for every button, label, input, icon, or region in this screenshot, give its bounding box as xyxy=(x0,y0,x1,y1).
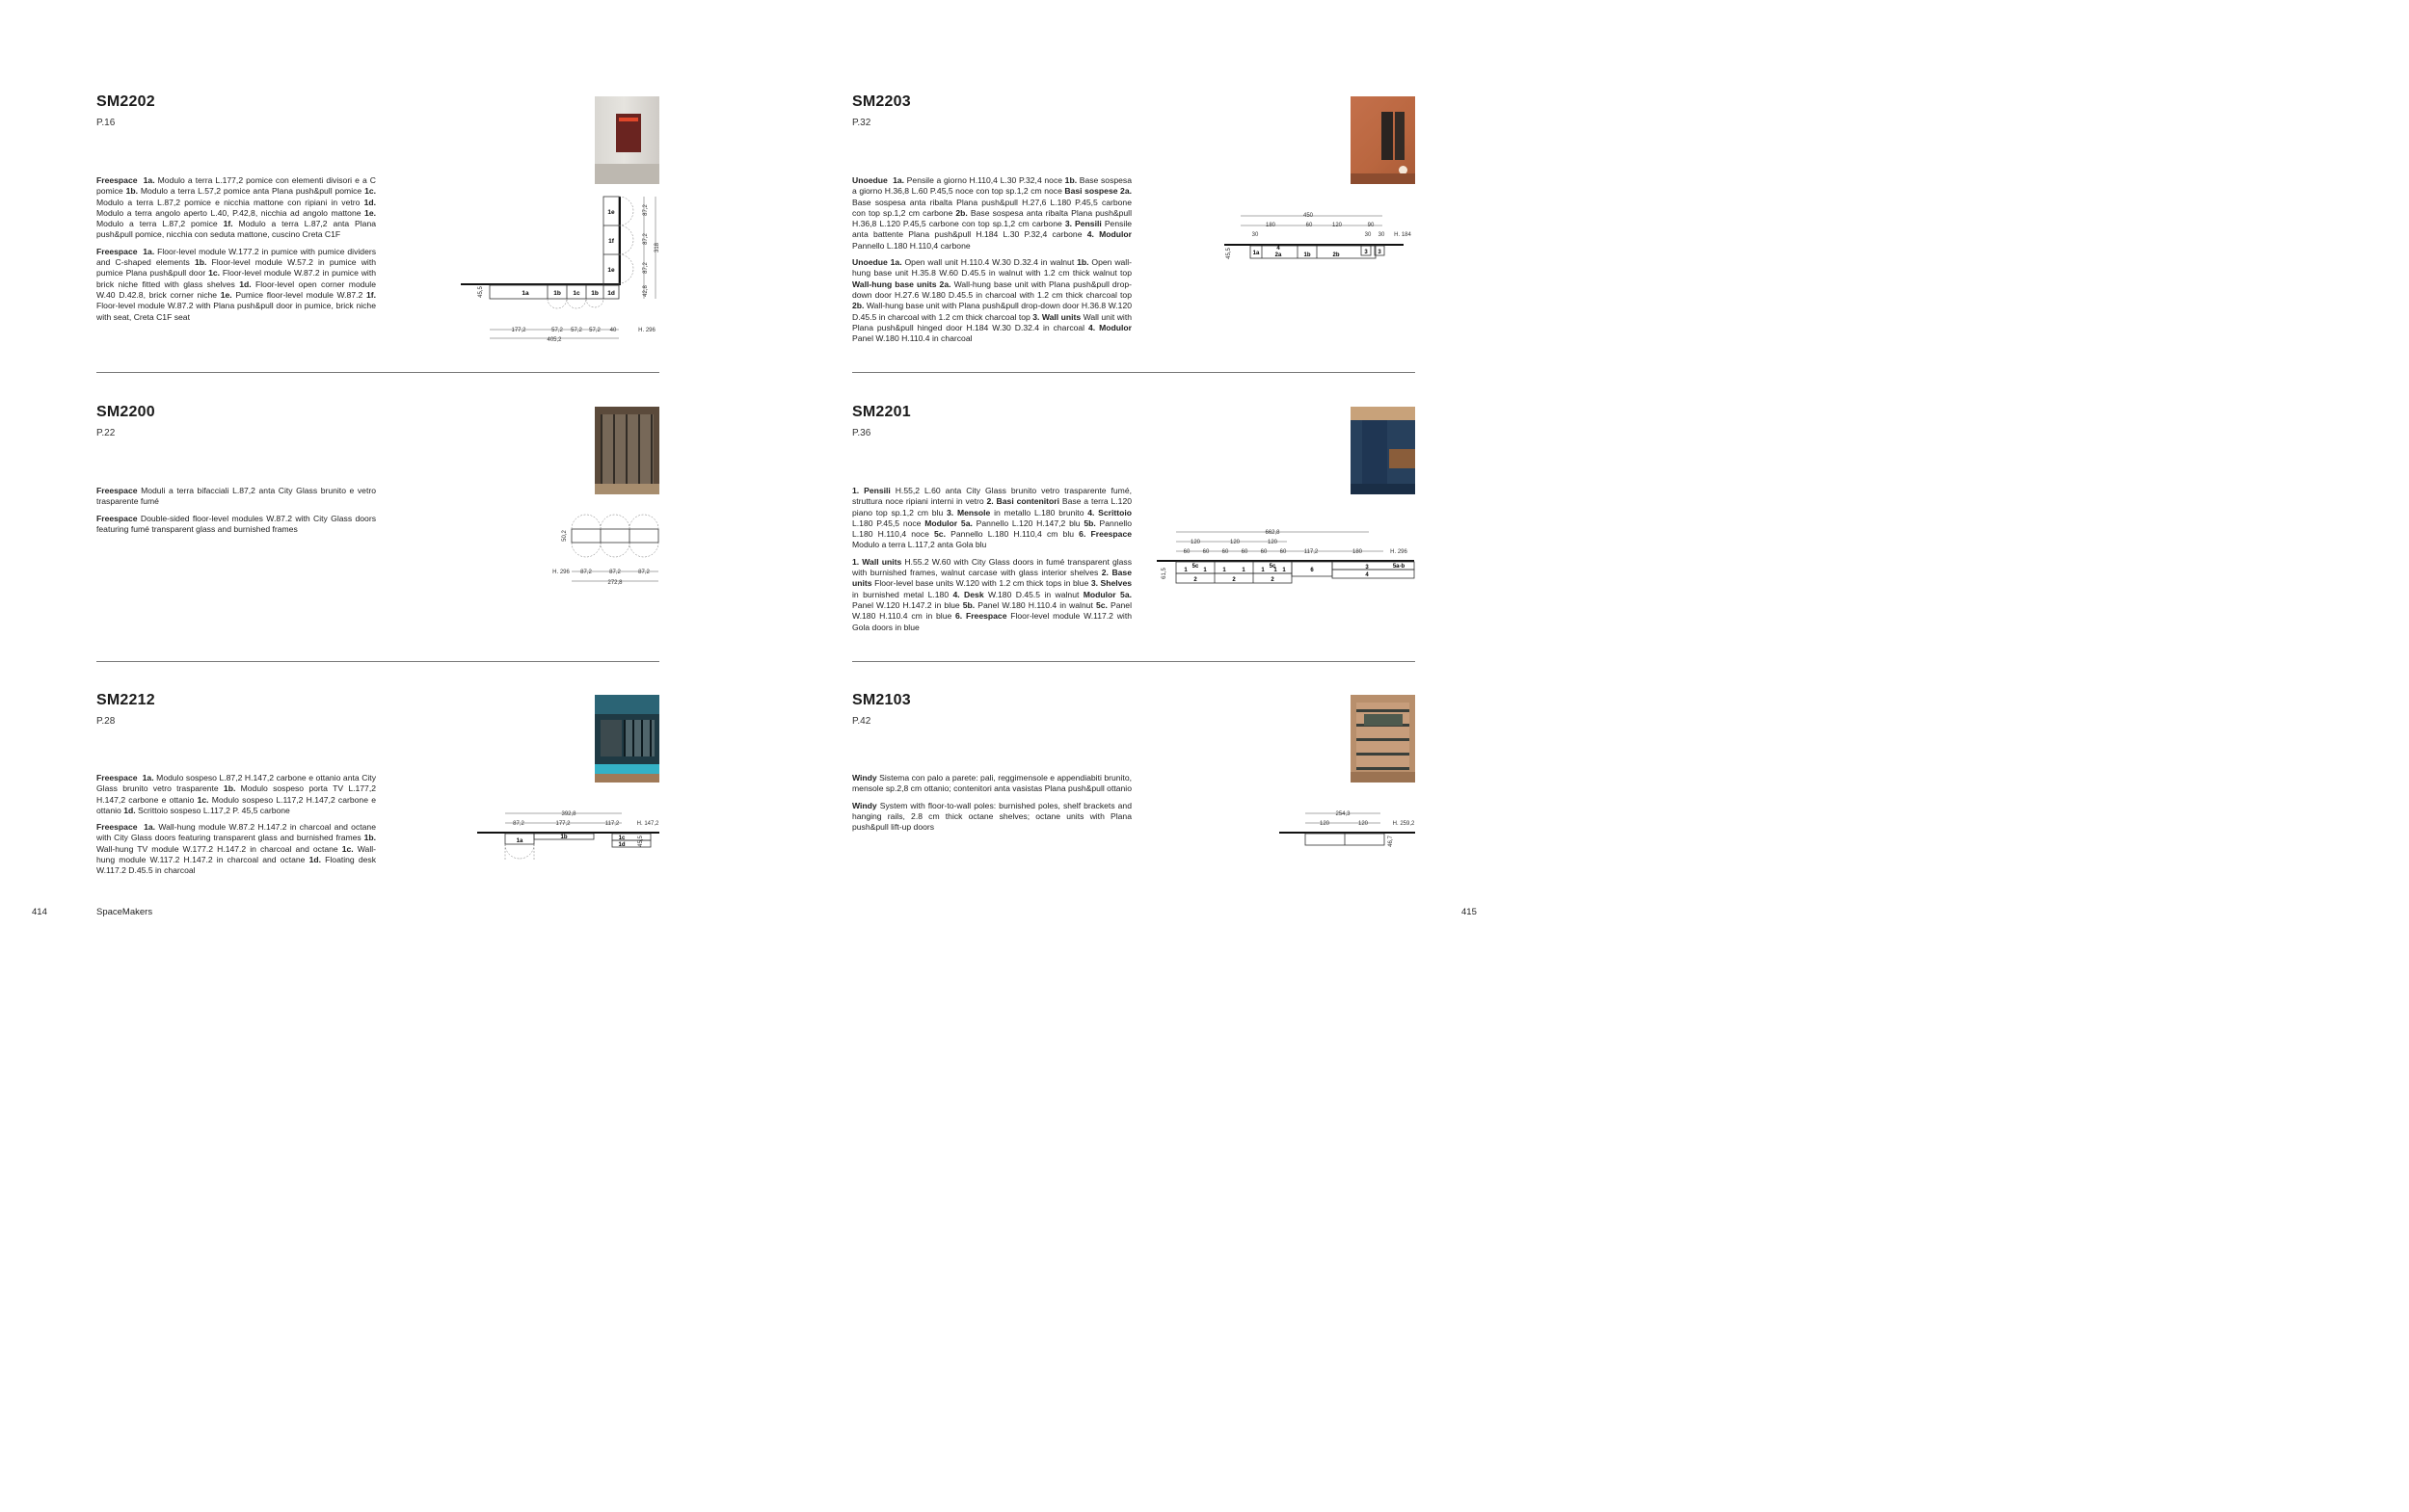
description-italian: Freespace 1a. Modulo a terra L.177,2 pomice con elementi divisori e a C pomice 1b. Modulo a terra L.57,2 pomice anta Plana push&pull pomice 1c. Modulo a terra L.87,2 pomice e nicchia mattone con ripiani in vetro 1d. Modulo a terra angolo aperto L.40, P.42,8, nicchia ad angolo mattone 1e. Modulo a terra L.87,2 pomice 1f. Modulo a terra L.87,2 anta Plana push&pull pomice, nicchia con seduta mattone, cuscino Creta C1F xyxy=(96,175,377,240)
module-label: 5a-b xyxy=(1392,564,1405,570)
module-label: 2 xyxy=(1271,577,1274,583)
module-label: 2a xyxy=(1274,252,1282,258)
dimension-total: 254,3 xyxy=(1335,811,1351,817)
dimension-label: 60 xyxy=(1260,549,1268,555)
floor-plan-diagram xyxy=(453,193,665,347)
dimension-label: 42,8 xyxy=(643,285,649,297)
module-label: 4 xyxy=(1365,572,1369,578)
entry-page-ref: P.32 xyxy=(852,118,871,128)
height-label: H. 296 xyxy=(638,328,656,333)
dimension-label: 87,2 xyxy=(609,570,621,575)
dimension-total: 392,8 xyxy=(561,811,576,817)
module-label: 1a xyxy=(516,838,523,844)
entry-code: SM2203 xyxy=(852,93,911,110)
module-label: 1e xyxy=(607,267,615,274)
dimension-label: 60 xyxy=(1183,549,1191,555)
product-photo xyxy=(1351,695,1415,783)
module-label: 1c xyxy=(573,290,580,297)
dimension-label: 120 xyxy=(1229,540,1241,545)
depth-label: 45,5 xyxy=(1226,248,1232,259)
dimension-label: 30 xyxy=(1364,232,1372,238)
entry-code: SM2202 xyxy=(96,93,155,110)
floor-plan-diagram xyxy=(472,805,665,872)
height-label: H. 147,2 xyxy=(636,821,659,827)
description-english: Unoedue 1a. Open wall unit H.110.4 W.30 D.32.4 in walnut 1b. Open wall-hung base unit H.35.8 W.60 D.45.5 in walnut with 1.2 cm thick walnut top Wall-hung base units 2a. Wall-hung base unit with Plana push&pull drop-down door H.27.6 W.180 D.45.5 in charcoal with 1.2 cm thick charcoal top 2b. Wall-hung base unit with Plana push&pull drop-down door H.36.8 W.120 D.45.5 in charcoal with 1.2 cm thick charcoal top 3. Wall units Wall unit with Plana push&pull hinged door H.184 W.30 D.32.4 in charcoal 4. Modulor Panel W.180 H.110.4 in charcoal xyxy=(852,257,1132,344)
module-label: 1a xyxy=(1252,251,1260,256)
description-italian: Unoedue 1a. Pensile a giorno H.110,4 L.30 P.32,4 noce 1b. Base sospesa a giorno H.36,8 L.60 P.45,5 noce con top sp.1,2 cm noce Basi sospese 2a. Base sospesa anta ribalta Plana push&pull H.27,6 L.180 P.45,5 carbone con top sp.1,2 cm carbone 2b. Base sospesa anta ribalta Plana push&pull H.36,8 L.120 P.45,5 carbone con top sp.1,2 cm carbone 3. Pensili Pensile anta battente Plana push&pull H.184 L.30 P.32,4 carbone 4. Modulor Pannello L.180 H.110,4 carbone xyxy=(852,175,1133,251)
dimension-label: 40 xyxy=(609,328,617,333)
depth-label: 45,5 xyxy=(638,836,644,847)
dimension-label: 177,2 xyxy=(511,328,526,333)
product-photo xyxy=(1351,407,1415,494)
dimension-label: 117,2 xyxy=(1303,549,1319,555)
module-label: 1 xyxy=(1203,568,1207,573)
floor-plan-diagram xyxy=(1217,207,1414,265)
depth-label: 45,5 xyxy=(478,286,484,298)
entry-page-ref: P.22 xyxy=(96,428,116,438)
entry-description xyxy=(852,175,1132,350)
depth-label: 61,5 xyxy=(1162,568,1167,579)
dimension-label: 117,2 xyxy=(604,821,620,827)
section-divider xyxy=(852,661,1415,662)
dimension-label: 87,2 xyxy=(638,570,650,575)
module-label: 5c xyxy=(1191,564,1199,570)
module-label: 1f xyxy=(608,238,614,245)
dimension-total: 450 xyxy=(1302,213,1314,219)
description-english: Windy System with floor-to-wall poles: burnished poles, shelf brackets and hanging rails, 2.8 cm thick octane shelves; octane units with Plana push&pull lift-up doors xyxy=(852,800,1132,833)
module-label: 1d xyxy=(607,290,615,297)
product-photo xyxy=(595,96,659,184)
dimension-label: 87,2 xyxy=(513,821,524,827)
depth-label: 46,7 xyxy=(1388,836,1394,847)
dimension-label: 120 xyxy=(1190,540,1201,545)
description-english: Freespace 1a. Wall-hung module W.87.2 H.147.2 in charcoal and octane with City Glass doors featuring transparent glass and burnished frames 1b. Wall-hung TV module W.177.2 H.147.2 in charcoal and octane 1c. Wall-hung module W.117.2 H.147.2 in charcoal and octane 1d. Floating desk W.117.2 D.45.5 in charcoal xyxy=(96,822,377,876)
dimension-total: 272,8 xyxy=(607,580,623,586)
product-photo xyxy=(595,407,659,494)
section-divider xyxy=(96,661,659,662)
dimension-label: 57,2 xyxy=(571,328,582,333)
height-label: H. 184 xyxy=(1394,232,1411,238)
product-photo xyxy=(595,695,659,783)
height-label: H. 296 xyxy=(552,570,570,575)
entry-code: SM2201 xyxy=(852,404,911,420)
module-label: 1a xyxy=(522,290,529,297)
floor-plan-diagram xyxy=(545,511,665,588)
module-label: 1b xyxy=(553,290,561,297)
dimension-label: 60 xyxy=(1305,223,1313,228)
module-label: 3 xyxy=(1365,565,1369,570)
dimension-total: 662,8 xyxy=(1265,530,1280,536)
module-label: 1e xyxy=(607,209,615,216)
dimension-label: 180 xyxy=(1265,223,1276,228)
dimension-label: 30 xyxy=(1378,232,1385,238)
entry-description xyxy=(852,773,1132,838)
module-label: 6 xyxy=(1310,568,1314,573)
dimension-label: 87,2 xyxy=(643,204,649,216)
entry-page-ref: P.42 xyxy=(852,716,871,727)
module-label: 2b xyxy=(1332,252,1340,258)
entry-code: SM2200 xyxy=(96,404,155,420)
height-label: H. 296 xyxy=(1390,549,1407,555)
page-number-right: 415 xyxy=(1461,907,1477,917)
entry-description xyxy=(96,486,376,541)
dimension-label: 60 xyxy=(1279,549,1287,555)
module-label: 1d xyxy=(618,842,626,848)
dimension-label: 57,2 xyxy=(551,328,563,333)
description-italian: 1. Pensili H.55,2 L.60 anta City Glass brunito vetro trasparente fumé, struttura noce ripiani interni in vetro 2. Basi contenitori Base a terra L.120 piano top sp.1,2 cm blu 3. Mensole in metallo L.180 brunito 4. Scrittoio L.180 P.45,5 noce Modulor 5a. Pannello L.120 H.147,2 blu 5b. Pannello L.180 H.110,4 noce 5c. Pannello L.180 H.110,4 cm blu 6. Freespace Modulo a terra L.117,2 anta Gola blu xyxy=(852,486,1133,550)
description-italian: Freespace Moduli a terra bifacciali L.87,2 anta City Glass brunito e vetro trasparente fumé xyxy=(96,486,376,507)
description-english: 1. Wall units H.55.2 W.60 with City Glass doors in fumé transparent glass with burnished frames, walnut carcase with glass interior shelves 2. Base units Floor-level base units W.120 with 1.2 cm thick tops in blue 3. Shelves in burnished metal L.180 4. Desk W.180 D.45.5 in walnut Modulor 5a. Panel W.120 H.147.2 in blue 5b. Panel W.180 H.110.4 in walnut 5c. Panel W.180 H.110.4 cm in blue 6. Freespace Floor-level module W.117.2 with Gola doors in blue xyxy=(852,556,1133,632)
entry-description xyxy=(96,175,376,329)
entry-page-ref: P.16 xyxy=(96,118,116,128)
floor-plan-diagram xyxy=(1152,525,1417,588)
description-italian: Freespace 1a. Modulo sospeso L.87,2 H.147,2 carbone e ottanio anta City Glass brunito vetro trasparente 1b. Modulo sospeso porta TV L.177,2 H.147,2 carbone e ottanio 1c. Modulo sospeso L.117,2 H.147,2 carbone e ottanio 1d. Scrittoio sospeso L.117,2 P. 45,5 carbone xyxy=(96,773,376,815)
module-label: 1b xyxy=(591,290,599,297)
dimension-label: 87,2 xyxy=(643,262,649,274)
module-label: 5c xyxy=(1269,564,1276,570)
height-label: H. 259,2 xyxy=(1392,821,1415,827)
description-italian: Windy Sistema con palo a parete: pali, reggimensole e appendiabiti brunito, mensole sp.2,8 cm ottanio; contenitori anta vasistas Plana push&pull ottanio xyxy=(852,773,1132,794)
dimension-label: 60 xyxy=(1202,549,1210,555)
module-label: 1 xyxy=(1184,568,1188,573)
product-photo xyxy=(1351,96,1415,184)
floor-plan-diagram xyxy=(1274,805,1417,858)
dimension-label: 180 xyxy=(1352,549,1363,555)
dimension-label: 120 xyxy=(1267,540,1278,545)
section-divider xyxy=(96,372,659,373)
dimension-label: 60 xyxy=(1241,549,1248,555)
dimension-total: 318 xyxy=(655,242,660,253)
depth-label: 50,2 xyxy=(562,530,568,542)
module-label: 1b xyxy=(1303,252,1311,258)
module-label: 1 xyxy=(1273,568,1277,573)
brand-name: SpaceMakers xyxy=(96,907,153,917)
dimension-label: 120 xyxy=(1331,223,1343,228)
module-label: 1c xyxy=(618,836,626,841)
dimension-label: 30 xyxy=(1251,232,1259,238)
page-number-left: 414 xyxy=(32,907,47,917)
module-label: 3 xyxy=(1364,250,1368,255)
entry-description xyxy=(852,486,1132,639)
module-label: 1 xyxy=(1222,568,1226,573)
section-divider xyxy=(852,372,1415,373)
dimension-label: 57,2 xyxy=(589,328,601,333)
entry-page-ref: P.36 xyxy=(852,428,871,438)
module-label: 1 xyxy=(1282,568,1286,573)
entry-page-ref: P.28 xyxy=(96,716,116,727)
dimension-label: 120 xyxy=(1319,821,1330,827)
entry-description xyxy=(96,773,376,883)
dimension-label: 87,2 xyxy=(643,233,649,245)
module-label: 4 xyxy=(1276,246,1280,252)
module-label: 3 xyxy=(1378,250,1381,255)
dimension-label: 120 xyxy=(1357,821,1369,827)
module-label: 1 xyxy=(1261,568,1265,573)
module-label: 2 xyxy=(1193,577,1197,583)
dimension-label: 90 xyxy=(1367,223,1375,228)
dimension-label: 60 xyxy=(1221,549,1229,555)
module-label: 1b xyxy=(560,835,568,840)
entry-code: SM2103 xyxy=(852,692,911,708)
module-label: 2 xyxy=(1232,577,1236,583)
module-label: 1 xyxy=(1242,568,1245,573)
entry-code: SM2212 xyxy=(96,692,155,708)
dimension-label: 177,2 xyxy=(555,821,571,827)
dimension-total: 405,2 xyxy=(547,337,562,343)
description-english: Freespace Double-sided floor-level modules W.87.2 with City Glass doors featuring fumé transparent glass and burnished frames xyxy=(96,513,376,534)
description-english: Freespace 1a. Floor-level module W.177.2 in pumice with pumice dividers and C-shaped elements 1b. Floor-level module W.57.2 in pumice with pumice Plana push&pull door 1c. Floor-level module W.87.2 in pumice with brick niche fitted with glass shelves 1d. Floor-level open corner module W.40 D.42.8, brick corner niche 1e. Pumice floor-level module W.87.2 1f. Floor-level module W.87.2 with Plana push&pull door in pumice, brick niche with seat, Creta C1F seat xyxy=(96,246,377,322)
dimension-label: 87,2 xyxy=(580,570,592,575)
